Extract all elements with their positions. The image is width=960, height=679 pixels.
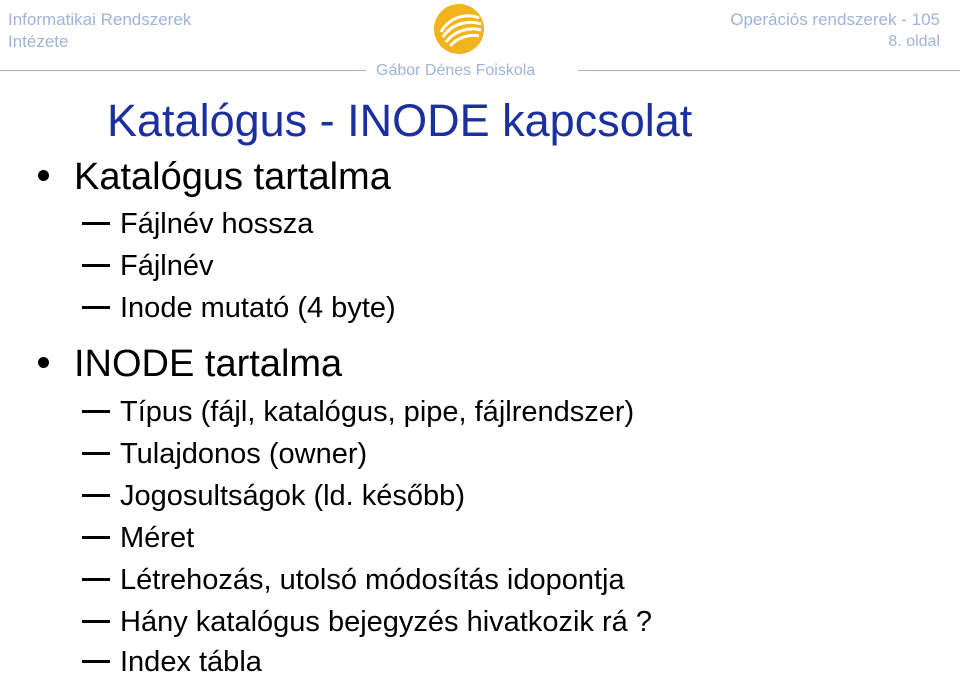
list-item: Tulajdonos (owner)	[82, 437, 367, 471]
list-item: Hány katalógus bejegyzés hivatkozik rá ?	[82, 605, 652, 639]
dash-icon	[82, 620, 110, 623]
bullet-icon	[38, 170, 49, 181]
dash-icon	[82, 660, 110, 663]
list-item: Index tábla	[82, 645, 262, 679]
dash-icon	[82, 264, 110, 267]
page-number: 8. oldal	[888, 33, 940, 50]
section-heading: INODE tartalma	[38, 342, 342, 386]
dash-icon	[82, 536, 110, 539]
list-item: Fájlnév	[82, 249, 214, 283]
list-item: Létrehozás, utolsó módosítás idopontja	[82, 563, 625, 597]
list-item: Inode mutató (4 byte)	[82, 291, 396, 325]
bullet-icon	[38, 357, 49, 368]
school-name: Gábor Dénes Foiskola	[376, 62, 536, 79]
list-item: Jogosultságok (ld. később)	[82, 479, 465, 513]
dash-icon	[82, 452, 110, 455]
list-item: Méret	[82, 521, 194, 555]
course-info	[730, 9, 940, 53]
list-item: Fájlnév hossza	[82, 207, 313, 241]
school-logo-icon	[432, 2, 486, 61]
institute-name-line2: Intézete	[8, 32, 69, 51]
list-item: Típus (fájl, katalógus, pipe, fájlrendszer)	[82, 395, 634, 429]
dash-icon	[82, 494, 110, 497]
dash-icon	[82, 578, 110, 581]
section-heading: Katalógus tartalma	[38, 155, 391, 199]
slide-title: Katalógus - INODE kapcsolat	[107, 95, 693, 146]
dash-icon	[82, 222, 110, 225]
dash-icon	[82, 306, 110, 309]
course-title: Operációs rendszerek - 105	[730, 10, 940, 29]
institute-name-line1: Informatikai Rendszerek	[8, 10, 192, 29]
dash-icon	[82, 410, 110, 413]
institute-name	[8, 9, 191, 53]
